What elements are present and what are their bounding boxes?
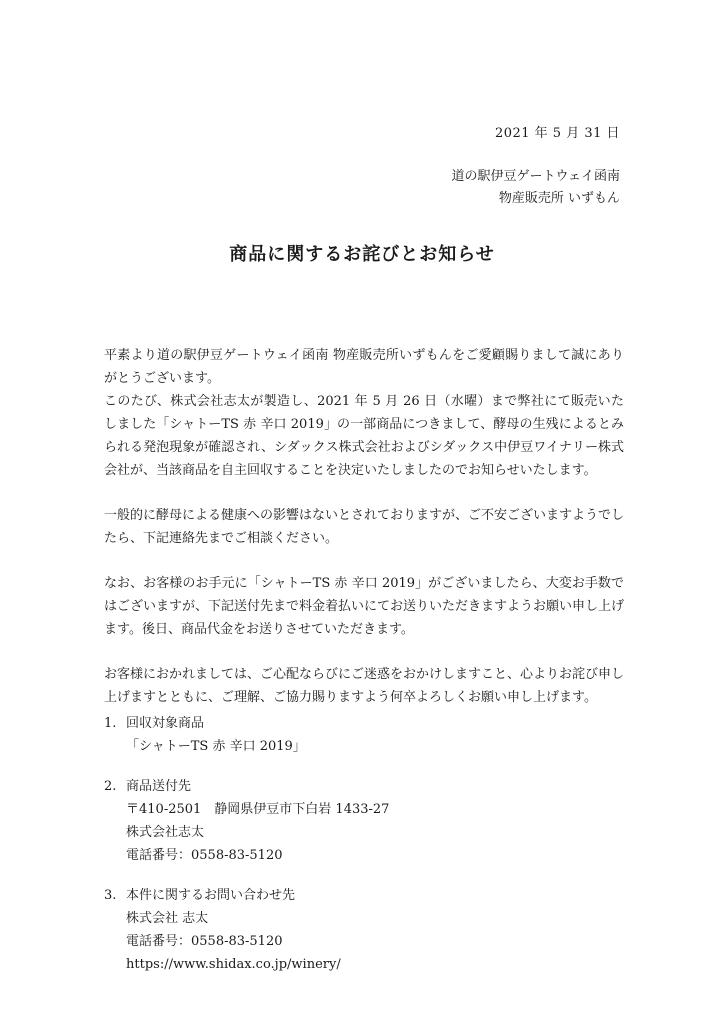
list-item-number: 2. bbox=[104, 779, 117, 794]
shipping-company: 株式会社志太 bbox=[126, 825, 205, 840]
list-item-shipping-address bbox=[104, 775, 624, 867]
list-item-number: 3. bbox=[104, 888, 117, 903]
paragraph-return-request: なお、お客様のお手元に「シャトーTS 赤 辛口 2019」がございましたら、大変お手数ではございますが、下記送付先まで料金着払いにてお送りいただきますようお願い申し上げます。後日、商品代金をお送りさせていただきます。 bbox=[104, 576, 625, 637]
list-item-contact bbox=[104, 884, 624, 976]
list-item-heading: 商品送付先 bbox=[126, 779, 192, 794]
contact-website-link[interactable]: https://www.shidax.co.jp/winery/ bbox=[126, 957, 341, 972]
sender-department: 物産販売所 いずもん bbox=[498, 191, 620, 206]
info-list bbox=[104, 712, 624, 993]
sender-name: 道の駅伊豆ゲートウェイ函南 bbox=[451, 169, 620, 184]
document-date: 2021 年 5 月 31 日 bbox=[494, 126, 620, 141]
sender-block bbox=[452, 166, 620, 210]
list-item-heading: 本件に関するお問い合わせ先 bbox=[126, 888, 296, 903]
shipping-postal-address: 〒410-2501 静岡県伊豆市下白岩 1433-27 bbox=[126, 802, 390, 817]
contact-phone: 電話番号：0558-83-5120 bbox=[126, 934, 283, 949]
document-title: 商品に関するお詫びとお知らせ bbox=[229, 244, 495, 265]
list-item-number: 1. bbox=[104, 716, 117, 731]
product-name: 「シャトーTS 赤 辛口 2019」 bbox=[126, 739, 306, 754]
shipping-phone: 電話番号：0558-83-5120 bbox=[126, 848, 283, 863]
paragraph-apology: お客様におかれましては、ご心配ならびにご迷惑をおかけしますこと、心よりお詫び申し上げますとともに、ご理解、ご協力賜りますよう何卒よろしくお願い申し上げます。 bbox=[104, 667, 625, 705]
paragraph-greeting: 平素より道の駅伊豆ゲートウェイ函南 物産販売所いずもんをご愛顧賜りまして誠にありがとうございます。 bbox=[104, 348, 624, 386]
contact-company: 株式会社 志太 bbox=[126, 911, 209, 926]
paragraph-health-note: 一般的に酵母による健康への影響はないとされておりますが、ご不安ございますようでしたら、下記連絡先までご相談ください。 bbox=[104, 508, 625, 546]
list-item-heading: 回収対象商品 bbox=[126, 716, 205, 731]
list-item-recall-product bbox=[104, 712, 624, 758]
notice-body bbox=[104, 344, 624, 709]
paragraph-recall-announcement: このたび、株式会社志太が製造し、2021 年 5 月 26 日（水曜）まで弊社にて販売いたしました「シャトーTS 赤 辛口 2019」の一部商品につきまして、酵母の生残によるとみられる発泡現象が確認され、シダックス株式会社およびシダックス中伊豆ワイナリー株式会社が、当該商品を自主回収することを決定いたしましたのでお知らせいたします。 bbox=[104, 394, 624, 478]
